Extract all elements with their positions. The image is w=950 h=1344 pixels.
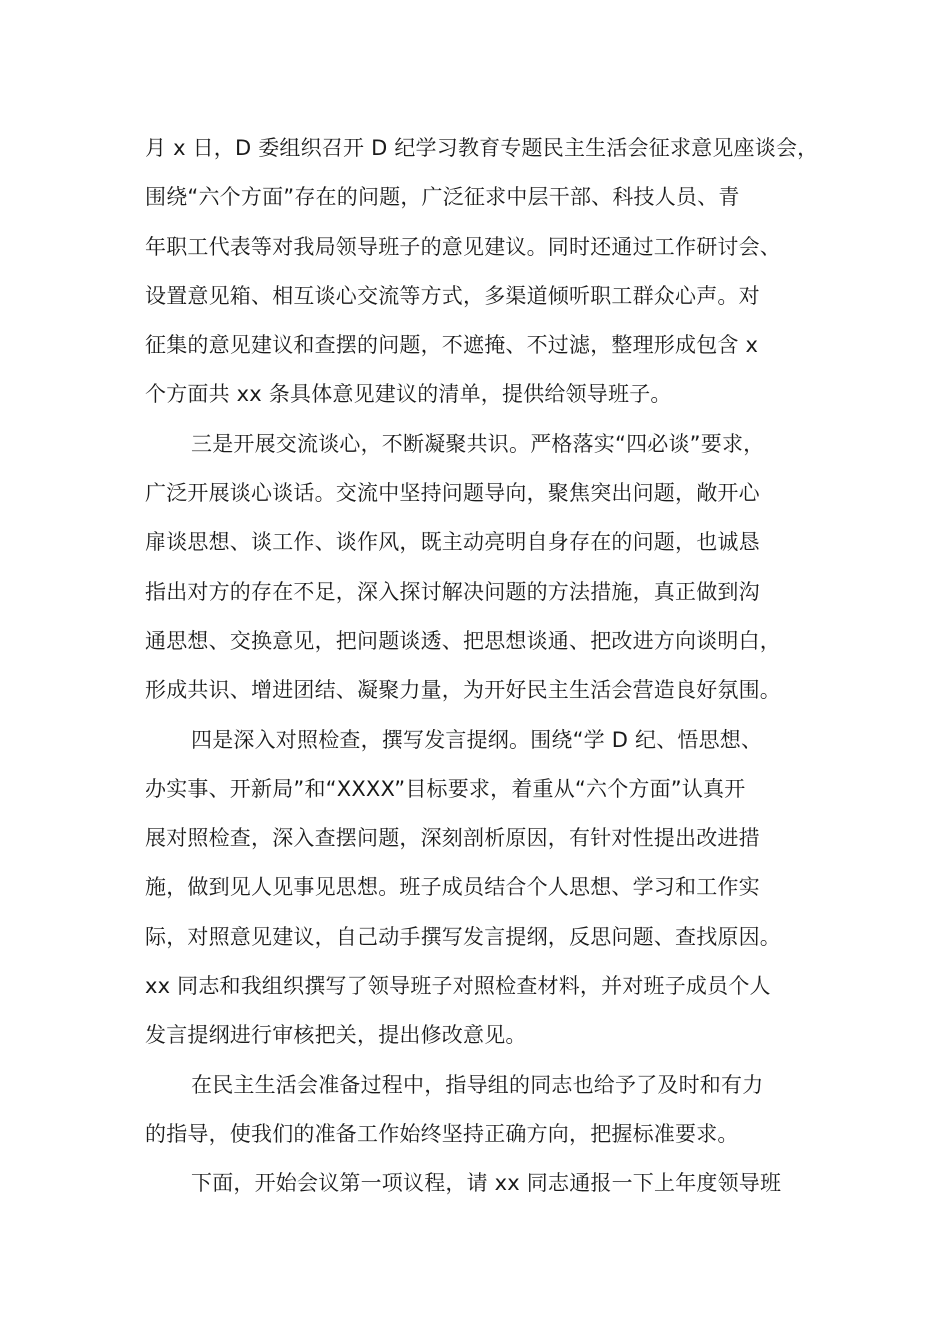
text-line: 月 x 日，D 委组织召开 D 纪学习教育专题民主生活会征求意见座谈会， xyxy=(145,136,819,160)
text-line: 扉谈思想、谈工作、谈作风，既主动亮明自身存在的问题，也诚恳 xyxy=(145,530,760,555)
text-line: 形成共识、增进团结、凝聚力量，为开好民主生活会营造良好氛围。 xyxy=(145,678,781,703)
text-line: 展对照检查，深入查摆问题，深刻剖析原因，有针对性提出改进措 xyxy=(145,826,760,851)
text-line: 年职工代表等对我局领导班子的意见建议。同时还通过工作研讨会、 xyxy=(145,234,781,259)
text-line: 征集的意见建议和查摆的问题，不遮掩、不过滤，整理形成包含 x xyxy=(145,333,759,358)
text-line: xx 同志和我组织撰写了领导班子对照检查材料，并对班子成员个人 xyxy=(145,974,771,999)
text-line: 施，做到见人见事见思想。班子成员结合个人思想、学习和工作实 xyxy=(145,875,760,900)
text-line: 的指导，使我们的准备工作始终坚持正确方向，把握标准要求。 xyxy=(145,1121,739,1146)
text-line: 广泛开展谈心谈话。交流中坚持问题导向，聚焦突出问题，敞开心 xyxy=(145,481,760,506)
document-body xyxy=(145,124,825,1209)
text-line: 指出对方的存在不足，深入探讨解决问题的方法措施，真正做到沟 xyxy=(145,579,760,604)
paragraph-start-line: 下面，开始会议第一项议程，请 xx 同志通报一下上年度领导班 xyxy=(191,1171,782,1196)
text-line: 设置意见箱、相互谈心交流等方式，多渠道倾听职工群众心声。对 xyxy=(145,283,760,308)
paragraph-start-line: 三是开展交流谈心，不断凝聚共识。严格落实“四必谈”要求， xyxy=(191,431,765,456)
paragraph-start-line: 在民主生活会准备过程中，指导组的同志也给予了及时和有力 xyxy=(191,1072,764,1097)
text-line: 发言提纲进行审核把关，提出修改意见。 xyxy=(145,1023,527,1048)
text-line: 围绕“六个方面”存在的问题，广泛征求中层干部、科技人员、青 xyxy=(145,185,740,210)
text-line: 际，对照意见建议，自己动手撰写发言提纲，反思问题、查找原因。 xyxy=(145,924,781,949)
text-line: 通思想、交换意见，把问题谈透、把思想谈通、把改进方向谈明白， xyxy=(145,628,781,653)
text-line: 办实事、开新局”和“XXXX”目标要求，着重从“六个方面”认真开 xyxy=(145,776,746,801)
paragraph-start-line: 四是深入对照检查，撰写发言提纲。围绕“学 D 纪、悟思想、 xyxy=(191,727,763,752)
text-line: 个方面共 xx 条具体意见建议的清单，提供给领导班子。 xyxy=(145,382,672,407)
